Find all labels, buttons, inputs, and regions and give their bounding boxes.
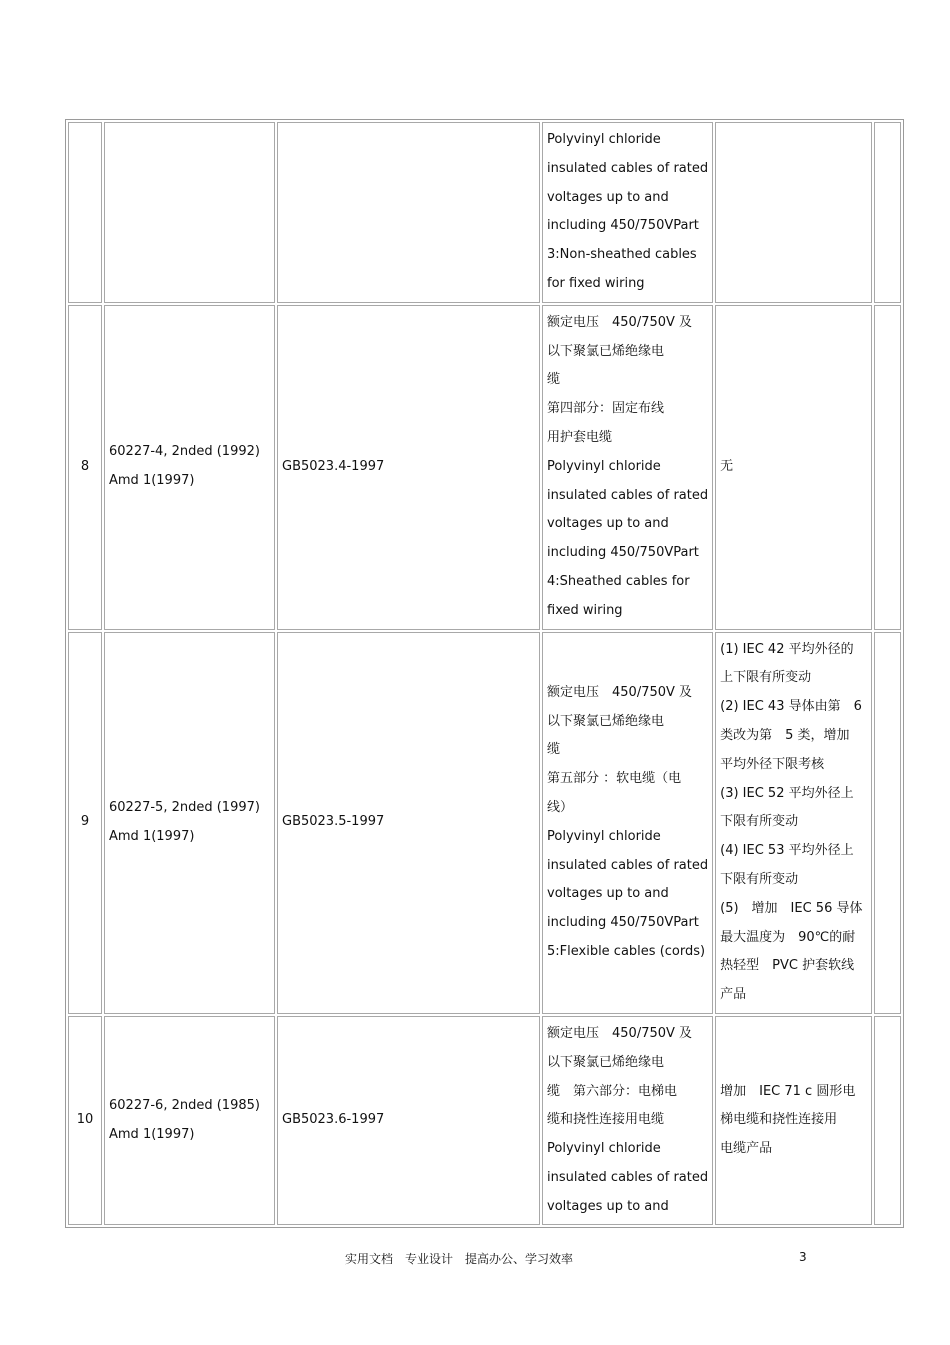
table-row — [68, 1016, 901, 1226]
cell-text: 10 — [76, 1112, 94, 1128]
cell-text: 热轻型 PVC 护套软线 — [720, 958, 855, 974]
standards-table-body — [68, 122, 901, 1225]
cell-text: Polyvinyl chloride — [547, 132, 661, 147]
iec-standard-cell — [104, 1016, 275, 1226]
cell-text: 第五部分 ：软电缆（电 — [547, 771, 682, 787]
difference-cell — [715, 1016, 872, 1226]
cell-text: 用护套电缆 — [547, 429, 613, 445]
table-row — [68, 632, 901, 1014]
empty-cell — [874, 122, 901, 303]
gb-standard-cell — [277, 305, 540, 630]
row-number-cell — [68, 305, 102, 630]
standard-title-cell — [542, 305, 713, 630]
iec-standard-cell — [104, 122, 275, 303]
cell-text: 平均外径下限考核 — [720, 756, 825, 772]
standard-title-cell — [542, 1016, 713, 1226]
cell-text: 3:Non-sheathed cables — [547, 247, 697, 263]
cell-text: Amd 1(1997) — [109, 1126, 195, 1142]
gb-standard-cell — [277, 122, 540, 303]
cell-text: (4) IEC 53 平均外径上 — [720, 843, 854, 859]
cell-text: 4:Sheathed cables for — [547, 573, 690, 589]
cell-text: 60227-6, 2nded (1985) — [109, 1097, 260, 1113]
cell-text: 额定电压 450/750V 及 — [547, 684, 693, 700]
cell-text: (2) IEC 43 导体由第 6 — [720, 699, 862, 715]
cell-text: 缆 第六部分：电梯电 — [547, 1083, 678, 1099]
cell-text: 第四部分：固定布线 — [547, 401, 665, 417]
cell-text: including 450/750VPart — [547, 218, 699, 234]
cell-text: 电缆产品 — [720, 1141, 773, 1157]
iec-standard-cell — [104, 305, 275, 630]
table-row — [68, 122, 901, 303]
cell-text: including 450/750VPart — [547, 915, 699, 931]
cell-text: 缆 — [547, 372, 561, 388]
cell-text: 类改为第 5 类，增加 — [720, 727, 850, 743]
cell-text: 缆和挠性连接用电缆 — [547, 1112, 665, 1128]
cell-text: 最大温度为 90℃的耐 — [720, 929, 856, 945]
gb-standard-cell — [277, 1016, 540, 1226]
row-number-cell — [68, 632, 102, 1014]
empty-cell — [874, 305, 901, 630]
cell-text: including 450/750VPart — [547, 545, 699, 561]
empty-cell — [874, 1016, 901, 1226]
cell-text: 额定电压 450/750V 及 — [547, 314, 693, 330]
cell-text: 上下限有所变动 — [720, 670, 812, 686]
cell-text: insulated cables of rated — [547, 160, 709, 176]
cell-text: insulated cables of rated — [547, 487, 709, 503]
cell-text: insulated cables of rated — [547, 857, 709, 873]
cell-text: 缆 — [547, 742, 561, 758]
standard-title-cell — [542, 122, 713, 303]
cell-text: voltages up to and — [547, 886, 669, 902]
cell-text: (5) 增加 IEC 56 导体 — [720, 900, 863, 916]
cell-text: voltages up to and — [547, 516, 669, 532]
cell-text: 额定电压 450/750V 及 — [547, 1025, 693, 1041]
cell-text: 9 — [80, 814, 90, 830]
cell-text: voltages up to and — [547, 1198, 669, 1214]
table-row — [68, 305, 901, 630]
cell-text: Polyvinyl chloride — [547, 1141, 661, 1157]
cell-text: Amd 1(1997) — [109, 473, 195, 489]
cell-text: for fixed wiring — [547, 275, 645, 291]
difference-cell — [715, 305, 872, 630]
cell-text: 5:Flexible cables (cords) — [547, 943, 706, 959]
difference-cell — [715, 122, 872, 303]
cell-text: fixed wiring — [547, 602, 623, 618]
cell-text: 线） — [547, 799, 574, 815]
cell-text: 产品 — [720, 987, 747, 1003]
cell-text: 增加 IEC 71 c 圆形电 — [720, 1083, 856, 1099]
cell-text: Polyvinyl chloride — [547, 828, 661, 844]
cell-text: 下限有所变动 — [720, 871, 799, 887]
cell-text: 以下聚氯已烯绝缘电 — [547, 713, 665, 729]
cell-text: 60227-4, 2nded (1992) — [109, 444, 260, 460]
cell-text: 梯电缆和挠性连接用 — [720, 1112, 838, 1128]
cell-text: 以下聚氯已烯绝缘电 — [547, 1054, 665, 1070]
cell-text: 以下聚氯已烯绝缘电 — [547, 343, 665, 359]
cell-text: 下限有所变动 — [720, 814, 799, 830]
page-footer — [0, 1250, 950, 1270]
cell-text: 8 — [80, 458, 90, 474]
empty-cell — [874, 632, 901, 1014]
cell-text: GB5023.5-1997 — [282, 814, 385, 830]
footer-slogan: 实用文档 专业设计 提高办公、学习效率 — [345, 1252, 574, 1266]
cell-text: GB5023.6-1997 — [282, 1112, 385, 1128]
gb-standard-cell — [277, 632, 540, 1014]
cell-text: 无 — [720, 458, 734, 474]
standard-title-cell — [542, 632, 713, 1014]
row-number-cell — [68, 122, 102, 303]
difference-cell — [715, 632, 872, 1014]
cell-text: GB5023.4-1997 — [282, 458, 385, 474]
cell-text: 60227-5, 2nded (1997) — [109, 799, 260, 815]
page-number: 3 — [799, 1250, 807, 1264]
cell-text: (3) IEC 52 平均外径上 — [720, 785, 854, 801]
row-number-cell — [68, 1016, 102, 1226]
cell-text: Amd 1(1997) — [109, 828, 195, 844]
cell-text: Polyvinyl chloride — [547, 458, 661, 474]
cell-text: insulated cables of rated — [547, 1169, 709, 1185]
standards-table — [65, 119, 904, 1228]
iec-standard-cell — [104, 632, 275, 1014]
cell-text: (1) IEC 42 平均外径的 — [720, 641, 854, 657]
cell-text: voltages up to and — [547, 189, 669, 205]
